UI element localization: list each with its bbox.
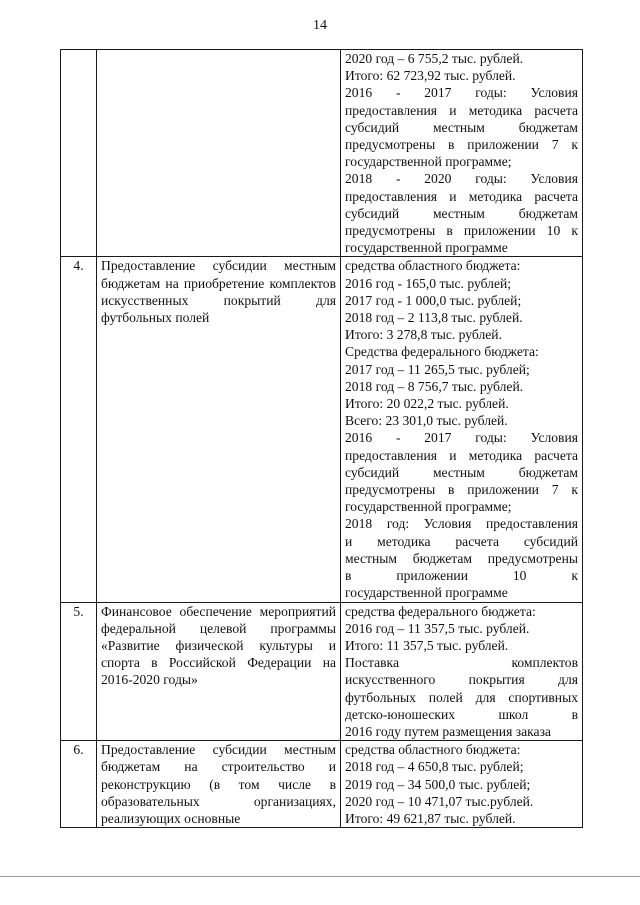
- financing-line: 2018 год: Условия предоставления: [345, 516, 578, 532]
- table-body: [61, 50, 583, 828]
- financing-line: субсидий местным бюджетам: [345, 464, 578, 480]
- financing-line: Средства федерального бюджета:: [345, 344, 539, 360]
- financing-line: 2016 год – 11 357,5 тыс. рублей.: [345, 620, 530, 636]
- activity-name-cell: Предоставление субсидии местным бюджетам на приобретение комплектов искусственных покрытий для футбольных полей: [97, 257, 341, 602]
- financing-cell: [341, 257, 583, 602]
- activity-name-cell: [97, 50, 341, 257]
- financing-line: средства федерального бюджета:: [345, 603, 536, 619]
- financing-line: предоставления и методика расчета: [345, 102, 578, 118]
- financing-line: государственной программе: [345, 240, 508, 256]
- financing-line: 2016 год - 165,0 тыс. рублей;: [345, 275, 512, 291]
- page-number: 14: [313, 18, 327, 33]
- financing-line: субсидий местным бюджетам: [345, 205, 578, 221]
- table-row: [61, 257, 583, 602]
- financing-line: Итого: 49 621,87 тыс. рублей.: [345, 810, 516, 826]
- financing-line: Итого: 11 357,5 тыс. рублей.: [345, 637, 509, 653]
- financing-line: 2018 год – 8 756,7 тыс. рублей.: [345, 378, 524, 394]
- financing-line: субсидий местным бюджетам: [345, 119, 578, 135]
- financing-line: государственной программе: [345, 585, 508, 601]
- financing-line: и методика расчета субсидий: [345, 533, 578, 549]
- financing-line: местным бюджетам предусмотрены: [345, 550, 578, 566]
- financing-line: средства областного бюджета:: [345, 742, 521, 758]
- financing-line: 2017 год – 11 265,5 тыс. рублей;: [345, 361, 530, 377]
- financing-line: государственной программе;: [345, 499, 512, 515]
- financing-line: футбольных полей для спортивных: [345, 689, 578, 705]
- financing-line: предоставления и методика расчета: [345, 447, 578, 463]
- financing-line: 2020 год – 10 471,07 тыс.рублей.: [345, 793, 534, 809]
- financing-line: Всего: 23 301,0 тыс. рублей.: [345, 413, 508, 429]
- activity-name-cell: Предоставление субсидии местным бюджетам на строительство и реконструкцию (в том числе в образовательных организациях, реализующих основные: [97, 741, 341, 828]
- financing-line: Итого: 62 723,92 тыс. рублей.: [345, 68, 516, 84]
- financing-line: 2016 - 2017 годы: Условия: [345, 430, 578, 446]
- financing-line: 2017 год - 1 000,0 тыс. рублей;: [345, 292, 522, 308]
- row-number-cell: 6.: [61, 741, 97, 828]
- row-number-cell: [61, 50, 97, 257]
- financing-line: искусственного покрытия для: [345, 672, 578, 688]
- financing-cell: [341, 741, 583, 828]
- table-row: [61, 602, 583, 741]
- financing-line: Итого: 3 278,8 тыс. рублей.: [345, 327, 502, 343]
- financing-line: в приложении 10 к: [345, 568, 578, 584]
- financing-line: средства областного бюджета:: [345, 258, 521, 274]
- row-number-cell: 4.: [61, 257, 97, 602]
- financing-line: Поставка комплектов: [345, 655, 578, 671]
- row-number-cell: 5.: [61, 602, 97, 741]
- financing-line: предусмотрены в приложении 10 к: [345, 223, 578, 239]
- financing-line: 2016 году путем размещения заказа: [345, 723, 551, 739]
- financing-cell: [341, 50, 583, 257]
- financing-line: 2018 - 2020 годы: Условия: [345, 171, 578, 187]
- financing-line: государственной программе;: [345, 154, 512, 170]
- activity-name-cell: Финансовое обеспечение мероприятий федеральной целевой программы «Развитие физической культуры и спорта в Российской Федерации на 2016-2020 годы»: [97, 602, 341, 741]
- financing-line: детско-юношеских школ в: [345, 706, 578, 722]
- program-activities-table: [60, 49, 583, 828]
- table-row: [61, 50, 583, 257]
- financing-line: 2020 год – 6 755,2 тыс. рублей.: [345, 51, 524, 66]
- financing-line: Итого: 20 022,2 тыс. рублей.: [345, 396, 509, 412]
- financing-cell: [341, 602, 583, 741]
- financing-line: 2018 год – 4 650,8 тыс. рублей;: [345, 759, 524, 775]
- table-row: [61, 741, 583, 828]
- financing-line: предусмотрены в приложении 7 к: [345, 482, 578, 498]
- financing-line: 2018 год – 2 113,8 тыс. рублей.: [345, 310, 523, 326]
- financing-line: предоставления и методика расчета: [345, 188, 578, 204]
- financing-line: 2016 - 2017 годы: Условия: [345, 85, 578, 101]
- page-bottom-edge: [0, 876, 640, 877]
- financing-line: 2019 год – 34 500,0 тыс. рублей;: [345, 776, 531, 792]
- financing-line: предусмотрены в приложении 7 к: [345, 137, 578, 153]
